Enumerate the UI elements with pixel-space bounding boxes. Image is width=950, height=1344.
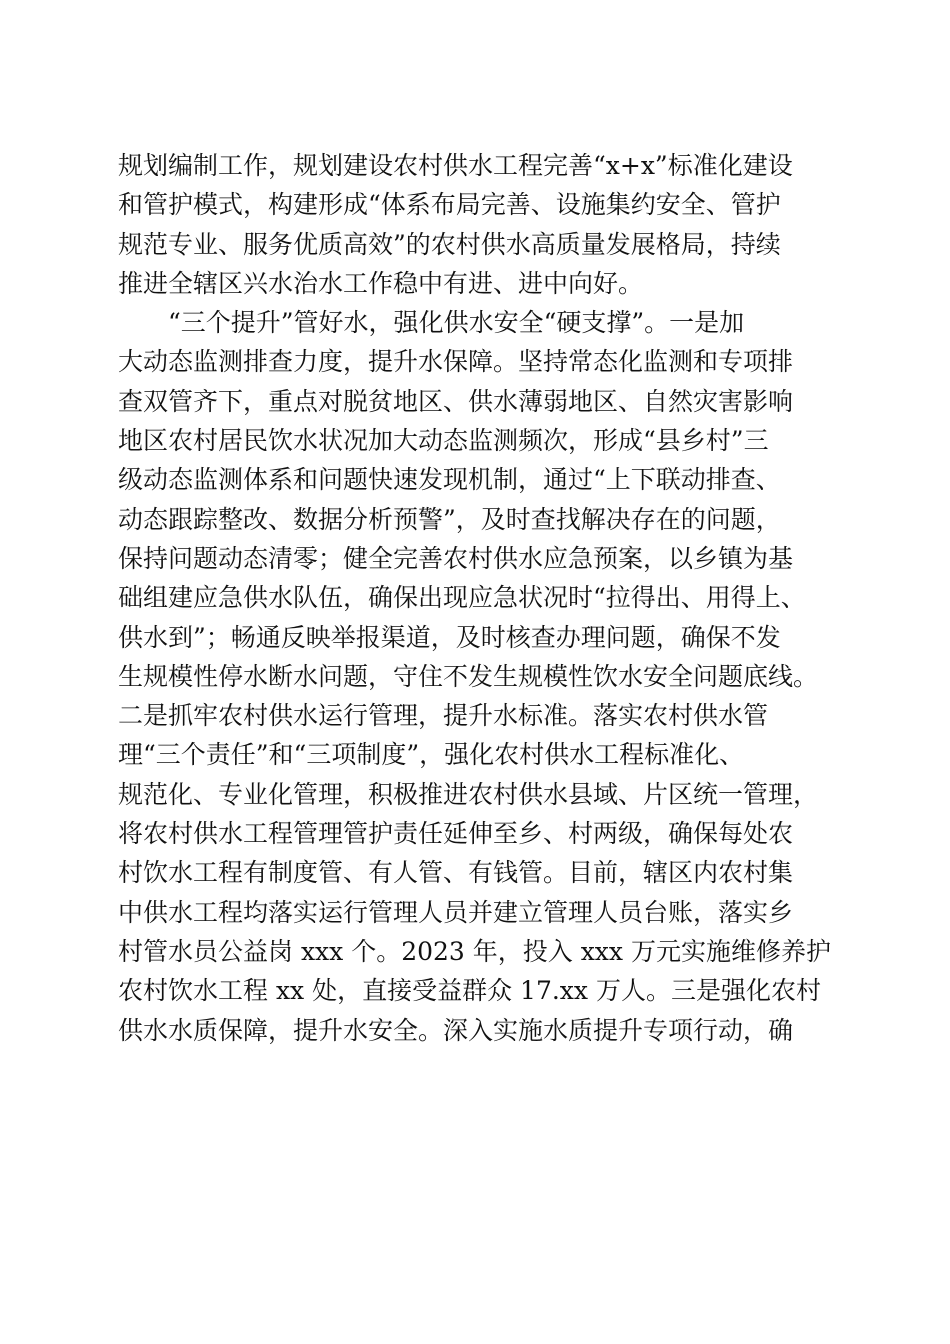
text-line: 地区农村居民饮水状况加大动态监测频次，形成“县乡村”三: [118, 426, 769, 456]
text-line: 供水水质保障，提升水安全。深入实施水质提升专项行动，确: [118, 1015, 794, 1045]
text-line: 生规模性停水断水问题，守住不发生规模性饮水安全问题底线。: [118, 661, 819, 691]
text-line: 将农村供水工程管理管护责任延伸至乡、村两级，确保每处农: [118, 819, 794, 849]
text-line: 动态跟踪整改、数据分析预警”，及时查找解决存在的问题，: [118, 504, 781, 534]
text-line: 村管水员公益岗 xxx 个。2023 年，投入 xxx 万元实施维修养护: [118, 936, 831, 966]
text-line: 规划编制工作，规划建设农村供水工程完善“x+x”标准化建设: [118, 151, 793, 180]
text-line: 级动态监测体系和问题快速发现机制，通过“上下联动排查、: [118, 465, 781, 495]
text-line: 和管护模式，构建形成“体系布局完善、设施集约安全、管护: [118, 190, 781, 220]
text-line: 农村饮水工程 xx 处，直接受益群众 17.xx 万人。三是强化农村: [118, 976, 821, 1006]
text-line: 大动态监测排查力度，提升水保障。坚持常态化监测和专项排: [118, 347, 794, 377]
text-line: 中供水工程均落实运行管理人员并建立管理人员台账，落实乡: [118, 897, 794, 927]
text-line: 规范专业、服务优质高效”的农村供水高质量发展格局，持续: [118, 229, 781, 259]
text-line: 推进全辖区兴水治水工作稳中有进、进中向好。: [118, 268, 644, 298]
text-line: 础组建应急供水队伍，确保出现应急状况时“拉得出、用得上、: [118, 583, 806, 613]
text-line: 查双管齐下，重点对脱贫地区、供水薄弱地区、自然灾害影响: [118, 386, 794, 416]
text-line: 规范化、专业化管理，积极推进农村供水县域、片区统一管理，: [118, 779, 819, 809]
body-text: [118, 146, 831, 1050]
text-line: 保持问题动态清零；健全完善农村供水应急预案，以乡镇为基: [118, 543, 794, 573]
text-line: 村饮水工程有制度管、有人管、有钱管。目前，辖区内农村集: [118, 858, 794, 888]
text-line: 二是抓牢农村供水运行管理，提升水标准。落实农村供水管: [118, 701, 769, 731]
text-line: “三个提升”管好水，强化供水安全“硬支撑”。一是加: [118, 308, 745, 338]
text-line: 供水到”；畅通反映举报渠道，及时核查办理问题，确保不发: [118, 622, 781, 652]
text-line: 理“三个责任”和“三项制度”，强化农村供水工程标准化、: [118, 740, 745, 770]
